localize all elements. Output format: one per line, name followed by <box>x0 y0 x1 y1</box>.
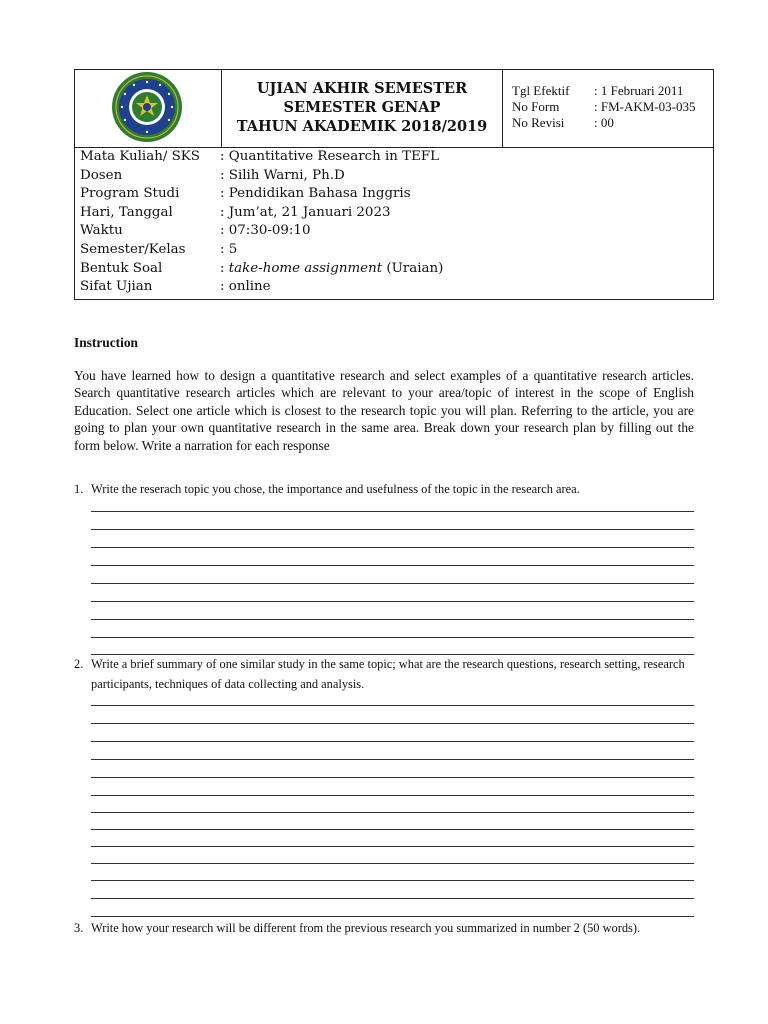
info-row <box>80 167 443 186</box>
info-key: Bentuk Soal <box>80 260 163 276</box>
answer-line <box>91 759 694 760</box>
answer-line <box>91 723 694 724</box>
answer-line <box>91 916 694 917</box>
question-1 <box>74 480 696 500</box>
info-value-prefix: : <box>220 260 229 276</box>
answer-line <box>91 619 694 620</box>
answer-line <box>91 846 694 847</box>
table-divider <box>502 70 503 147</box>
info-key: Dosen <box>80 167 123 183</box>
answer-line <box>91 637 694 638</box>
meta-value: : FM-AKM-03-035 <box>594 99 696 114</box>
question-text: Write a brief summary of one similar study in the same topic; what are the research questions, research setting, research participants, techniques of data collecting and analysis. <box>91 657 685 691</box>
info-row <box>80 278 443 297</box>
answer-line <box>91 511 694 512</box>
meta-row <box>512 99 695 115</box>
instruction-paragraph: You have learned how to design a quantitative research and select examples of a quantitative research articles. Search quantitative research articles which are relevant to your area/topic of interest in the scope of English Education. Select one article which is closest to the research topic you will plan. Referring to the article, you are going to plan your own quantitative research in the same area. Break down your research plan by filling out the form below. Write a narration for each response <box>74 368 694 453</box>
title-line: TAHUN AKADEMIK 2018/2019 <box>236 118 488 135</box>
answer-line <box>91 529 694 530</box>
info-value: : 5 <box>220 241 238 257</box>
answer-line <box>91 583 694 584</box>
exam-header-table <box>74 69 714 300</box>
info-value-italic: take-home assignment <box>228 260 383 276</box>
university-seal-icon <box>105 71 189 143</box>
info-row <box>80 241 443 260</box>
info-row <box>80 204 443 223</box>
info-key: Hari, Tanggal <box>80 204 173 220</box>
question-2 <box>74 655 696 694</box>
meta-key: No Revisi <box>512 115 565 130</box>
answer-line <box>91 898 694 899</box>
info-row <box>80 185 443 204</box>
info-value: : Quantitative Research in TEFL <box>220 149 440 164</box>
answer-line <box>91 829 694 830</box>
question-3 <box>74 919 696 939</box>
info-value-suffix: (Uraian) <box>382 260 444 276</box>
meta-value: : 00 <box>594 115 614 130</box>
answer-line <box>91 565 694 566</box>
meta-row <box>512 83 695 99</box>
answer-line <box>91 547 694 548</box>
meta-key: No Form <box>512 99 560 114</box>
answer-line <box>91 812 694 813</box>
answer-line <box>91 741 694 742</box>
info-key: Program Studi <box>80 186 180 202</box>
info-value: : online <box>220 279 271 295</box>
form-meta <box>512 83 695 131</box>
answer-line <box>91 777 694 778</box>
title-line: UJIAN AKHIR SEMESTER <box>256 80 468 97</box>
answer-line <box>91 795 694 796</box>
answer-line <box>91 863 694 864</box>
info-row <box>80 260 443 279</box>
info-value: : Pendidikan Bahasa Inggris <box>220 186 411 202</box>
info-value: : Silih Warni, Ph.D <box>220 167 345 183</box>
question-number: 1. <box>74 482 84 496</box>
info-value: : 07:30-09:10 <box>220 223 311 239</box>
meta-key: Tgl Efektif <box>512 83 570 98</box>
table-divider <box>221 70 222 147</box>
meta-row <box>512 115 695 131</box>
exam-title <box>223 79 501 136</box>
question-text: Write how your research will be different from the previous research you summarized in number 2 (50 words). <box>91 921 641 935</box>
info-key: Semester/Kelas <box>80 241 186 257</box>
info-row <box>80 222 443 241</box>
question-number: 2. <box>74 657 84 671</box>
title-line: SEMESTER GENAP <box>283 99 441 116</box>
question-number: 3. <box>74 921 84 935</box>
answer-line <box>91 601 694 602</box>
info-value: : Jum’at, 21 Januari 2023 <box>220 204 391 220</box>
info-key: Waktu <box>80 223 123 239</box>
info-row <box>80 148 443 167</box>
question-text: Write the reserach topic you chose, the importance and usefulness of the topic in the research area. <box>91 482 580 496</box>
instruction-heading: Instruction <box>74 335 138 350</box>
course-info <box>80 148 443 297</box>
answer-line <box>91 880 694 881</box>
info-key: Sifat Ujian <box>80 279 153 295</box>
info-key: Mata Kuliah/ SKS <box>80 149 200 164</box>
info-value <box>220 260 443 279</box>
meta-value: : 1 Februari 2011 <box>594 83 684 98</box>
answer-line <box>91 705 694 706</box>
